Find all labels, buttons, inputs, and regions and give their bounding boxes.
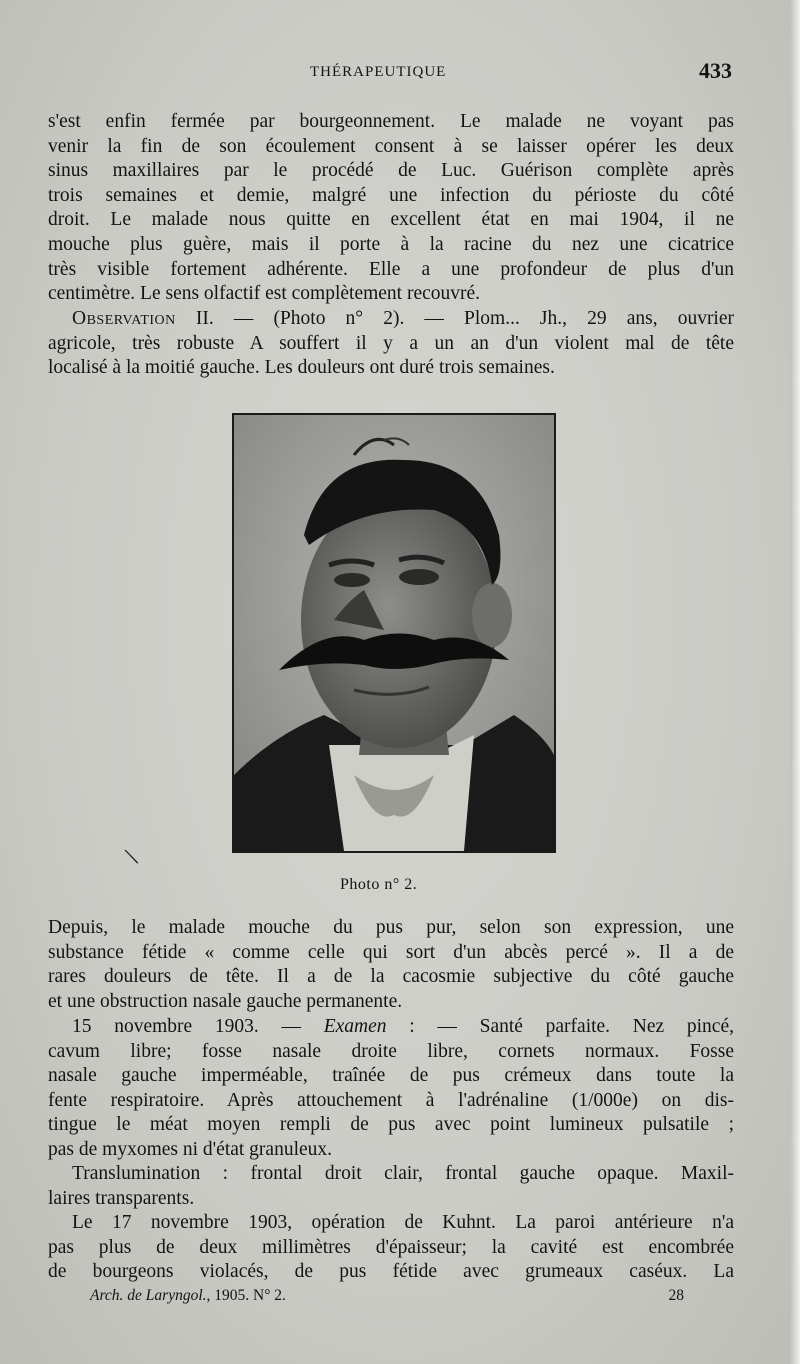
observation-line: agricole, très robuste A souffert il y a un an d'un violent mal de tête — [48, 332, 734, 354]
text-line: nasale gauche imperméable, traînée de pus crémeux dans toute la — [48, 1065, 734, 1087]
text-line: pas plus de deux millimètres d'épaisseur; la cavité est encombrée — [48, 1236, 734, 1258]
patient-photograph — [232, 413, 556, 853]
running-title: THÉRAPEUTIQUE — [310, 64, 447, 80]
text-line: substance fétide « comme celle qui sort d'un abcès percé ». Il a de — [48, 941, 734, 963]
exam-label: Examen — [323, 1016, 387, 1037]
text-line: de bourgeons violacés, de pus fétide avec grumeaux caséux. La — [48, 1261, 734, 1283]
observation-paragraph — [48, 307, 734, 381]
page-edge — [790, 0, 800, 1364]
margin-mark: \ — [121, 841, 141, 872]
page-number: 433 — [699, 58, 732, 83]
exam-paragraph — [48, 1015, 734, 1163]
text-line: et une obstruction nasale gauche permanente. — [48, 990, 403, 1012]
running-header — [48, 58, 732, 88]
bottom-paragraph — [48, 916, 734, 1014]
text-line: tingue le méat moyen rempli de pus avec point lumineux pulsatile ; — [48, 1114, 734, 1136]
text-line: trois semaines et demie, malgré une infection du périoste du côté — [48, 184, 734, 206]
text-line: mouche plus guère, mais il porte à la racine du nez une cicatrice — [48, 233, 734, 255]
text-line: Le 17 novembre 1903, opération de Kuhnt. La paroi antérieure n'a — [72, 1212, 734, 1233]
photo-caption: Photo n° 2. — [340, 876, 418, 893]
text-line: Translumination : frontal droit clair, frontal gauche opaque. Maxil- — [72, 1163, 734, 1184]
signature-mark: 28 — [668, 1287, 684, 1304]
text-line: centimètre. Le sens olfactif est complètement recouvré. — [48, 283, 481, 305]
text-line: cavum libre; fosse nasale droite libre, cornets normaux. Fosse — [48, 1040, 734, 1062]
text-line: laires transparents. — [48, 1187, 195, 1209]
text-line: sinus maxillaires par le procédé de Luc. Guérison complète après — [48, 160, 734, 182]
text-line: droit. Le malade nous quitte en excellent état en mai 1904, il ne — [48, 209, 734, 231]
observation-line: Observation II. — (Photo n° 2). — Plom... Jh., 29 ans, ouvrier — [72, 308, 734, 329]
text-line: fente respiratoire. Après attouchement à l'adrénaline (1/000e) on dis- — [48, 1089, 734, 1111]
journal-citation: Arch. de Laryngol., 1905. N° 2. — [90, 1287, 286, 1304]
exam-line: 15 novembre 1903. — Examen : — Santé parfaite. Nez pincé, — [72, 1016, 734, 1037]
portrait-image — [234, 415, 554, 851]
text-line: Depuis, le malade mouche du pus pur, selon son expression, une — [48, 917, 734, 938]
transillumination-paragraph — [48, 1162, 734, 1211]
observation-line: localisé à la moitié gauche. Les douleurs ont duré trois semaines. — [48, 357, 555, 379]
text-line: rares douleurs de tête. Il a de la cacosmie subjective du côté gauche — [48, 966, 734, 988]
text-line: pas de myxomes ni d'état granuleux. — [48, 1138, 333, 1160]
observation-label: Observation — [72, 308, 176, 329]
text-line: très visible fortement adhérente. Elle a une profondeur de plus d'un — [48, 258, 734, 280]
text-line: venir la fin de son écoulement consent à se laisser opérer les deux — [48, 135, 734, 157]
operation-paragraph — [48, 1211, 734, 1285]
text-line: s'est enfin fermée par bourgeonnement. Le malade ne voyant pas — [48, 111, 734, 132]
top-paragraph — [48, 110, 734, 307]
